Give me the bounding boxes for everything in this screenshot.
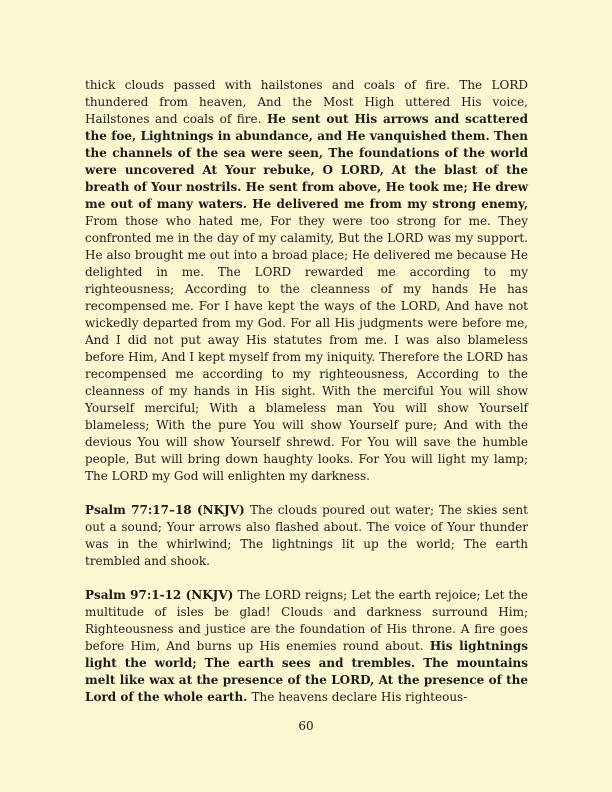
- paragraph: [85, 77, 528, 485]
- text-run: thick clouds passed with hailstones and coals of fire. The LORD thundered from heaven, And the Most High uttered His voice, Hailstones and coals of fire.: [85, 78, 528, 126]
- text-block: [85, 77, 528, 706]
- text-run: The LORD reigns; Let the earth rejoice; Let the multitude of isles be glad! Clouds and darkness surround Him; Righteousness and justice are the foundation of His throne. A fire goes before Him, And burns up His enemies round about.: [85, 588, 529, 653]
- text-run: The clouds poured out water; The skies sent out a sound; Your arrows also flashed about. The voice of Your thunder was in the whirlwind; The lightnings lit up the world; The earth trembled and shook.: [85, 503, 528, 568]
- text-run: From those who hated me, For they were too strong for me. They confronted me in the day of my calamity, But the LORD was my support. He also brought me out into a broad place; He delivered me because He delighted in me. The LORD rewarded me according to my righteousness; According to the cleanness of my hands He has recompensed me. For I have kept the ways of the LORD, And have not wickedly departed from my God. For all His judgments were before me, And I did not put away His statutes from me. I was also blameless before Him, And I kept myself from my iniquity. Therefore the LORD has recompensed me according to my righteousness, According to the cleanness of my hands in His sight. With the merciful You will show Yourself merciful; With a blameless man You will show Yourself blameless; With the pure You will show Yourself pure; And with the devious You will show Yourself shrewd. For You will save the humble people, But will bring down haughty looks. For You will light my lamp; The LORD my God will enlighten my darkness.: [85, 214, 528, 483]
- bold-text-run: Psalm 77:17–18 (NKJV): [85, 503, 250, 517]
- paragraph: [85, 587, 528, 706]
- bold-text-run: Psalm 97:1-12 (NKJV): [85, 588, 238, 602]
- bold-text-run: His lightnings light the world; The earth sees and trembles. The mountains melt like wax at the presence of the LORD, At the presence of the Lord of the whole earth.: [85, 639, 528, 704]
- page-number: 60: [298, 719, 314, 733]
- bold-text-run: He sent out His arrows and scattered the foe, Lightnings in abundance, and He vanquished them. Then the channels of the sea were seen, The foundations of the world were uncovered At Your rebuke, O LORD, At the blast of the breath of Your nostrils. He sent from above, He took me; He drew me out of many waters. He delivered me from my strong enemy,: [85, 112, 528, 211]
- text-run: The heavens declare His righteous-: [251, 690, 468, 704]
- paragraph: [85, 502, 528, 570]
